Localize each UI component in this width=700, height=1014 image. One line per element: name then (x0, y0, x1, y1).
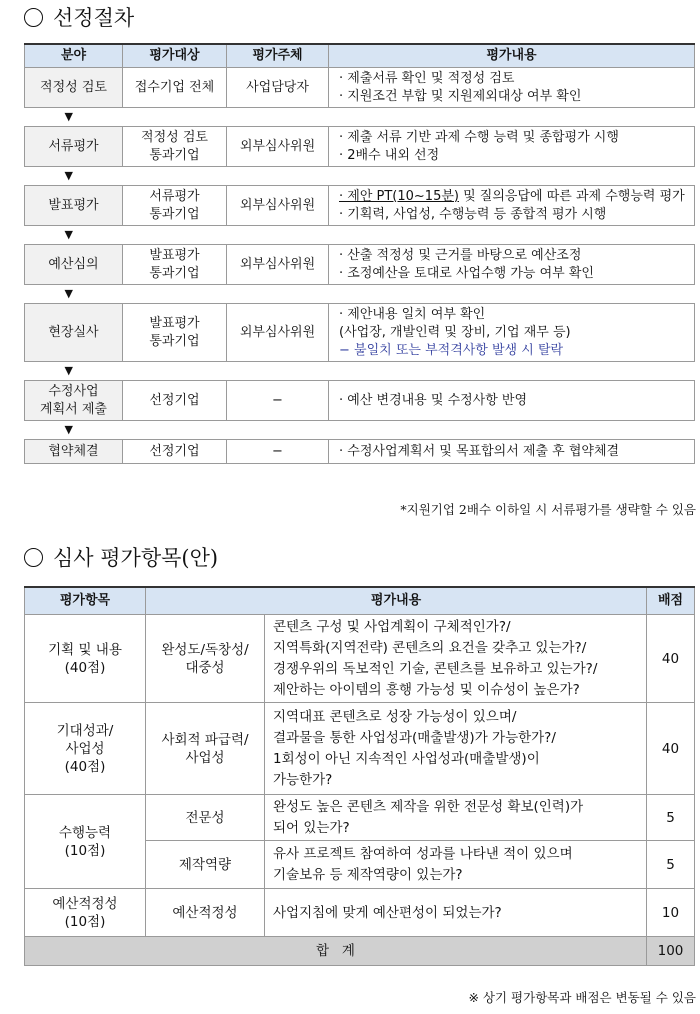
content-cell (329, 68, 695, 108)
item-line: 사업성 (65, 740, 105, 757)
desc-line: 결과물을 통한 사업성과(매출발생)가 가능한가?/ (273, 729, 556, 746)
target-line: 서류평가 (149, 188, 200, 204)
field-cell (25, 381, 123, 421)
score-cell: 5 (647, 841, 695, 889)
content-cell (329, 304, 695, 362)
target-cell (123, 186, 227, 226)
desc-line: 1회성이 아닌 지속적인 사업성과(매출발생)이 (273, 750, 540, 767)
procedure-table (24, 43, 695, 464)
item-cell (25, 795, 146, 889)
item-cell (25, 703, 146, 795)
target-line: 통과기업 (149, 333, 200, 349)
down-arrow-icon: ▼ (64, 228, 73, 241)
content-line: (사업장, 개발인력 및 장비, 기업 재무 등) (339, 324, 571, 340)
evaluator-cell: − (227, 440, 329, 464)
desc-line: 콘텐츠 구성 및 사업계획이 구체적인가?/ (273, 618, 511, 635)
field-line: 계획서 제출 (40, 401, 107, 417)
field-line: 수정사업 (48, 383, 99, 399)
target-cell (123, 304, 227, 362)
content-line: · 제출서류 확인 및 적정성 검토 (339, 70, 515, 86)
table-header-row (25, 587, 695, 615)
arrow-row (25, 108, 695, 127)
target-cell (123, 245, 227, 285)
content-cell (329, 245, 695, 285)
target-cell: 접수기업 전체 (123, 68, 227, 108)
table-row (25, 245, 695, 285)
arrow-row (25, 167, 695, 186)
field-cell: 현장실사 (25, 304, 123, 362)
down-arrow-icon: ▼ (64, 423, 73, 436)
desc-cell (265, 615, 647, 703)
content-cell (329, 381, 695, 421)
content-line: · 제안내용 일치 여부 확인 (339, 306, 486, 322)
item-cell (25, 889, 146, 937)
sub-cell (146, 703, 265, 795)
content-line: · 예산 변경내용 및 수정사항 반영 (339, 392, 528, 408)
score-cell: 10 (647, 889, 695, 937)
item-line: (40점) (64, 659, 106, 676)
target-cell (123, 127, 227, 167)
score-cell: 40 (647, 703, 695, 795)
down-arrow-icon: ▼ (64, 169, 73, 182)
table-header-row (25, 44, 695, 68)
arrow-row (25, 421, 695, 440)
desc-line: 지역특화(지역전략) 콘텐츠의 요건을 갖추고 있는가?/ (273, 639, 587, 656)
header-item: 평가항목 (25, 587, 146, 615)
target-line: 발표평가 (149, 315, 200, 331)
table-row (25, 795, 695, 841)
section-title-text: 선정절차 (53, 6, 135, 30)
item-line: 기대성과/ (56, 722, 114, 739)
content-warning-line: − 불일치 또는 부적격사항 발생 시 탈락 (339, 342, 564, 358)
evaluator-cell: − (227, 381, 329, 421)
score-cell: 5 (647, 795, 695, 841)
evaluator-cell: 사업담당자 (227, 68, 329, 108)
target-cell: 선정기업 (123, 440, 227, 464)
circle-bullet-icon (24, 548, 43, 567)
desc-line: 기술보유 등 제작역량이 있는가? (273, 866, 463, 883)
field-cell: 적정성 검토 (25, 68, 123, 108)
evaluator-cell: 외부심사위원 (227, 127, 329, 167)
down-arrow-icon: ▼ (64, 287, 73, 300)
evaluator-cell: 외부심사위원 (227, 304, 329, 362)
procedure-note: *지원기업 2배수 이하일 시 서류평가를 생략할 수 있음 (400, 502, 696, 517)
sub-cell: 전문성 (146, 795, 265, 841)
section-title-procedure (24, 2, 134, 32)
table-row (25, 381, 695, 421)
header-content: 평가내용 (329, 44, 695, 68)
field-cell: 예산심의 (25, 245, 123, 285)
content-line: · 조정예산을 토대로 사업수행 가능 여부 확인 (339, 265, 594, 281)
item-line: 수행능력 (58, 824, 112, 841)
content-line (339, 188, 690, 206)
desc-line: 지역대표 콘텐츠로 성장 가능성이 있으며/ (273, 708, 517, 725)
criteria-table (24, 586, 695, 966)
content-line: · 기획력, 사업성, 수행능력 등 종합적 평가 시행 (339, 206, 607, 222)
criteria-note: ※ 상기 평가항목과 배점은 변동될 수 있음 (468, 990, 696, 1005)
target-cell: 선정기업 (123, 381, 227, 421)
table-row (25, 440, 695, 464)
header-score: 배점 (647, 587, 695, 615)
desc-cell: 사업지침에 맞게 예산편성이 되었는가? (265, 889, 647, 937)
score-cell: 40 (647, 615, 695, 703)
sub-cell (146, 615, 265, 703)
desc-line: 경쟁우위의 독보적인 기술, 콘텐츠를 보유하고 있는가?/ (273, 660, 598, 677)
table-row (25, 68, 695, 108)
target-line: 통과기업 (149, 206, 200, 222)
sub-cell: 예산적정성 (146, 889, 265, 937)
content-line: · 수정사업계획서 및 목표합의서 제출 후 협약체결 (339, 443, 620, 459)
item-line: (40점) (64, 758, 106, 775)
table-row (25, 615, 695, 703)
header-target: 평가대상 (123, 44, 227, 68)
total-label: 합 계 (25, 937, 647, 966)
target-line: 발표평가 (149, 247, 200, 263)
header-field: 분야 (25, 44, 123, 68)
desc-cell (265, 703, 647, 795)
table-row (25, 889, 695, 937)
field-cell: 발표평가 (25, 186, 123, 226)
table-row (25, 127, 695, 167)
header-evaluator: 평가주체 (227, 44, 329, 68)
item-line: 기획 및 내용 (48, 641, 122, 658)
content-rest-text: 및 질의응답에 따른 과제 수행능력 평가 (458, 188, 685, 204)
desc-line: 유사 프로젝트 참여하여 성과를 나타낸 적이 있으며 (273, 845, 573, 862)
desc-cell (265, 795, 647, 841)
sub-cell: 제작역량 (146, 841, 265, 889)
item-line: 예산적정성 (52, 895, 118, 912)
content-line: · 2배수 내외 선정 (339, 147, 440, 163)
evaluator-cell: 외부심사위원 (227, 186, 329, 226)
circle-bullet-icon (24, 8, 43, 27)
desc-line: 가능한가? (273, 771, 333, 788)
desc-line: 제안하는 아이템의 흥행 가능성 및 이슈성이 높은가? (273, 681, 580, 698)
arrow-row (25, 285, 695, 304)
section-title-criteria (24, 542, 218, 572)
sub-line: 사업성 (185, 749, 225, 766)
desc-cell (265, 841, 647, 889)
table-row (25, 703, 695, 795)
down-arrow-icon: ▼ (64, 110, 73, 123)
content-line: · 지원조건 부합 및 지원제외대상 여부 확인 (339, 88, 582, 104)
down-arrow-icon: ▼ (64, 364, 73, 377)
item-line: (10점) (64, 913, 106, 930)
desc-line: 되어 있는가? (273, 819, 350, 836)
pt-duration-text: · 제안 PT(10~15분) (339, 188, 459, 204)
content-cell (329, 127, 695, 167)
table-row (25, 186, 695, 226)
arrow-row (25, 362, 695, 381)
target-line: 통과기업 (149, 147, 200, 163)
content-line: · 산출 적정성 및 근거를 바탕으로 예산조정 (339, 247, 582, 263)
desc-line: 완성도 높은 콘텐츠 제작을 위한 전문성 확보(인력)가 (273, 798, 584, 815)
field-cell: 서류평가 (25, 127, 123, 167)
sub-line: 완성도/독창성/ (161, 641, 249, 658)
section-title-text: 심사 평가항목(안) (53, 546, 219, 570)
item-line: (10점) (64, 842, 106, 859)
total-row (25, 937, 695, 966)
header-desc: 평가내용 (146, 587, 647, 615)
content-line: · 제출 서류 기반 과제 수행 능력 및 종합평가 시행 (339, 129, 619, 145)
total-score: 100 (647, 937, 695, 966)
sub-line: 대중성 (185, 659, 225, 676)
content-cell (329, 186, 695, 226)
field-cell: 협약체결 (25, 440, 123, 464)
target-line: 통과기업 (149, 265, 200, 281)
sub-line: 사회적 파급력/ (161, 731, 249, 748)
table-row (25, 304, 695, 362)
arrow-row (25, 226, 695, 245)
target-line: 적정성 검토 (141, 129, 208, 145)
evaluator-cell: 외부심사위원 (227, 245, 329, 285)
item-cell (25, 615, 146, 703)
content-cell (329, 440, 695, 464)
